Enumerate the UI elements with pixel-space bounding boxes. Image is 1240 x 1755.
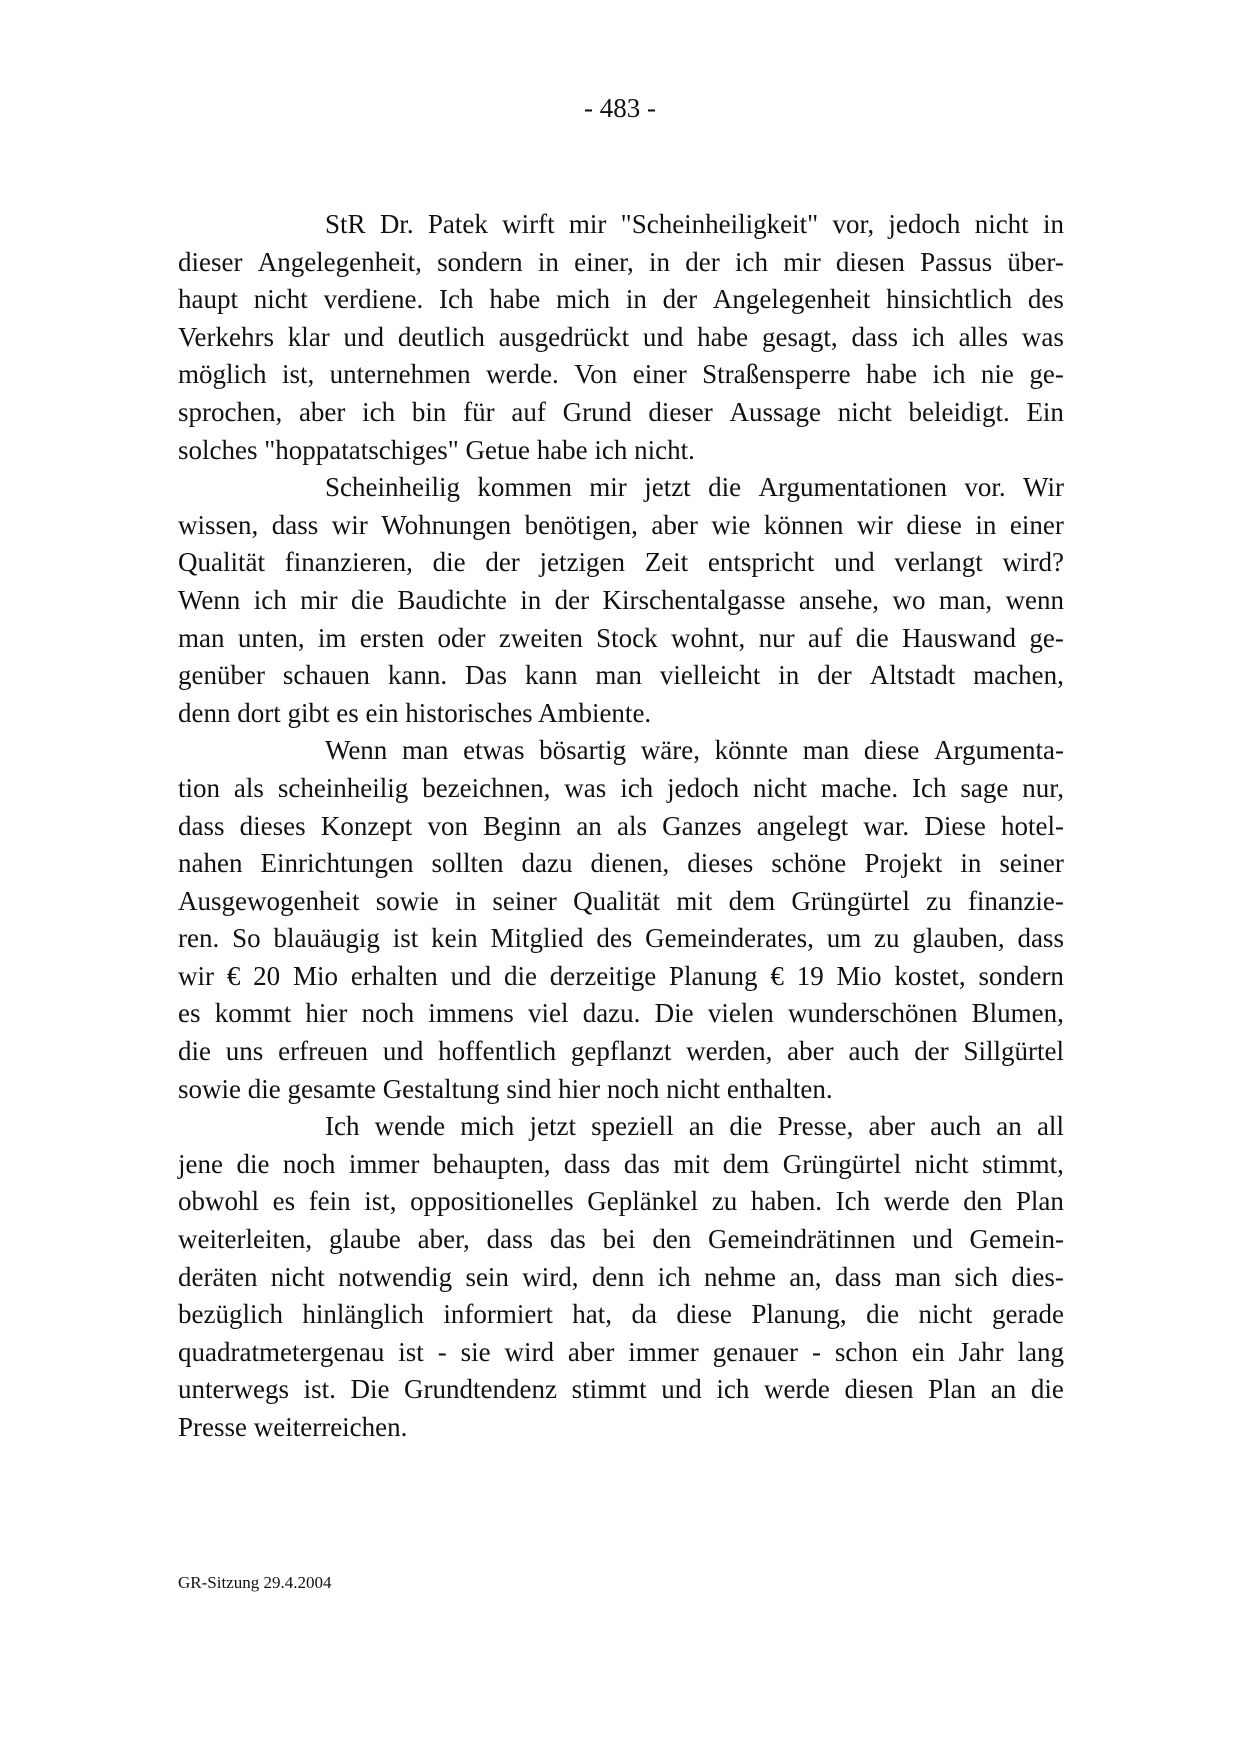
text-line: solches "hoppatatschiges" Getue habe ich nicht. <box>178 434 695 465</box>
text-line: Qualität finanzieren, die der jetzigen Zeit entspricht und verlangt wird? <box>178 547 1064 578</box>
text-line: dieser Angelegenheit, sondern in einer, in der ich mir diesen Passus über- <box>178 246 1064 277</box>
text-line: nahen Einrichtungen sollten dazu dienen, dieses schöne Projekt in seiner <box>178 848 1064 879</box>
text-line: denn dort gibt es ein historisches Ambiente. <box>178 697 652 728</box>
text-line: tion als scheinheilig bezeichnen, was ich jedoch nicht mache. Ich sage nur, <box>178 772 1064 803</box>
text-line: obwohl es fein ist, oppositionelles Geplänkel zu haben. Ich werde den Plan <box>178 1186 1064 1217</box>
text-line: Verkehrs klar und deutlich ausgedrückt und habe gesagt, dass ich alles was <box>178 321 1064 352</box>
paragraph <box>178 1108 1064 1446</box>
text-line: möglich ist, unternehmen werde. Von einer Straßensperre habe ich nie ge- <box>178 359 1064 390</box>
text-line: haupt nicht verdiene. Ich habe mich in der Angelegenheit hinsichtlich des <box>178 284 1064 315</box>
text-line: bezüglich hinlänglich informiert hat, da diese Planung, die nicht gerade <box>178 1299 1064 1330</box>
text-line: wissen, dass wir Wohnungen benötigen, aber wie können wir diese in einer <box>178 509 1064 540</box>
text-line: deräten nicht notwendig sein wird, denn ich nehme an, dass man sich dies- <box>178 1261 1064 1292</box>
text-line: genüber schauen kann. Das kann man vielleicht in der Altstadt machen, <box>178 660 1064 691</box>
text-line: ren. So blauäugig ist kein Mitglied des Gemeinderates, um zu glauben, dass <box>178 923 1064 954</box>
text-line: Wenn man etwas bösartig wäre, könnte man diese Argumenta- <box>325 735 1064 766</box>
page-number: - 483 - <box>584 93 656 123</box>
footer-session-date: GR-Sitzung 29.4.2004 <box>178 1573 332 1592</box>
text-line: die uns erfreuen und hoffentlich gepflanzt werden, aber auch der Sillgürtel <box>178 1036 1064 1067</box>
text-line: wir € 20 Mio erhalten und die derzeitige Planung € 19 Mio kostet, sondern <box>178 960 1064 991</box>
text-line: Scheinheilig kommen mir jetzt die Argumentationen vor. Wir <box>325 472 1064 503</box>
text-line: unterwegs ist. Die Grundtendenz stimmt und ich werde diesen Plan an die <box>178 1374 1064 1405</box>
text-line: weiterleiten, glaube aber, dass das bei den Gemeindrätinnen und Gemein- <box>178 1224 1064 1255</box>
text-line: dass dieses Konzept von Beginn an als Ganzes angelegt war. Diese hotel- <box>178 810 1064 841</box>
paragraph <box>178 732 1064 1108</box>
text-line: Ich wende mich jetzt speziell an die Presse, aber auch an all <box>325 1111 1064 1142</box>
text-line: Wenn ich mir die Baudichte in der Kirschentalgasse ansehe, wo man, wenn <box>178 584 1064 615</box>
body-text <box>178 206 1064 1447</box>
text-line: jene die noch immer behaupten, dass das mit dem Grüngürtel nicht stimmt, <box>178 1148 1064 1179</box>
text-line: man unten, im ersten oder zweiten Stock wohnt, nur auf die Hauswand ge- <box>178 622 1064 653</box>
text-line: Presse weiterreichen. <box>178 1412 408 1442</box>
text-line: es kommt hier noch immens viel dazu. Die vielen wunderschönen Blumen, <box>178 998 1064 1029</box>
text-line: sowie die gesamte Gestaltung sind hier noch nicht enthalten. <box>178 1073 833 1104</box>
text-line: StR Dr. Patek wirft mir "Scheinheiligkeit" vor, jedoch nicht in <box>325 209 1064 239</box>
text-line: quadratmetergenau ist - sie wird aber immer genauer - schon ein Jahr lang <box>178 1336 1064 1367</box>
paragraph <box>178 469 1064 732</box>
text-line: sprochen, aber ich bin für auf Grund dieser Aussage nicht beleidigt. Ein <box>178 396 1064 427</box>
text-line: Ausgewogenheit sowie in seiner Qualität mit dem Grüngürtel zu finanzie- <box>178 885 1064 916</box>
paragraph <box>178 206 1064 469</box>
